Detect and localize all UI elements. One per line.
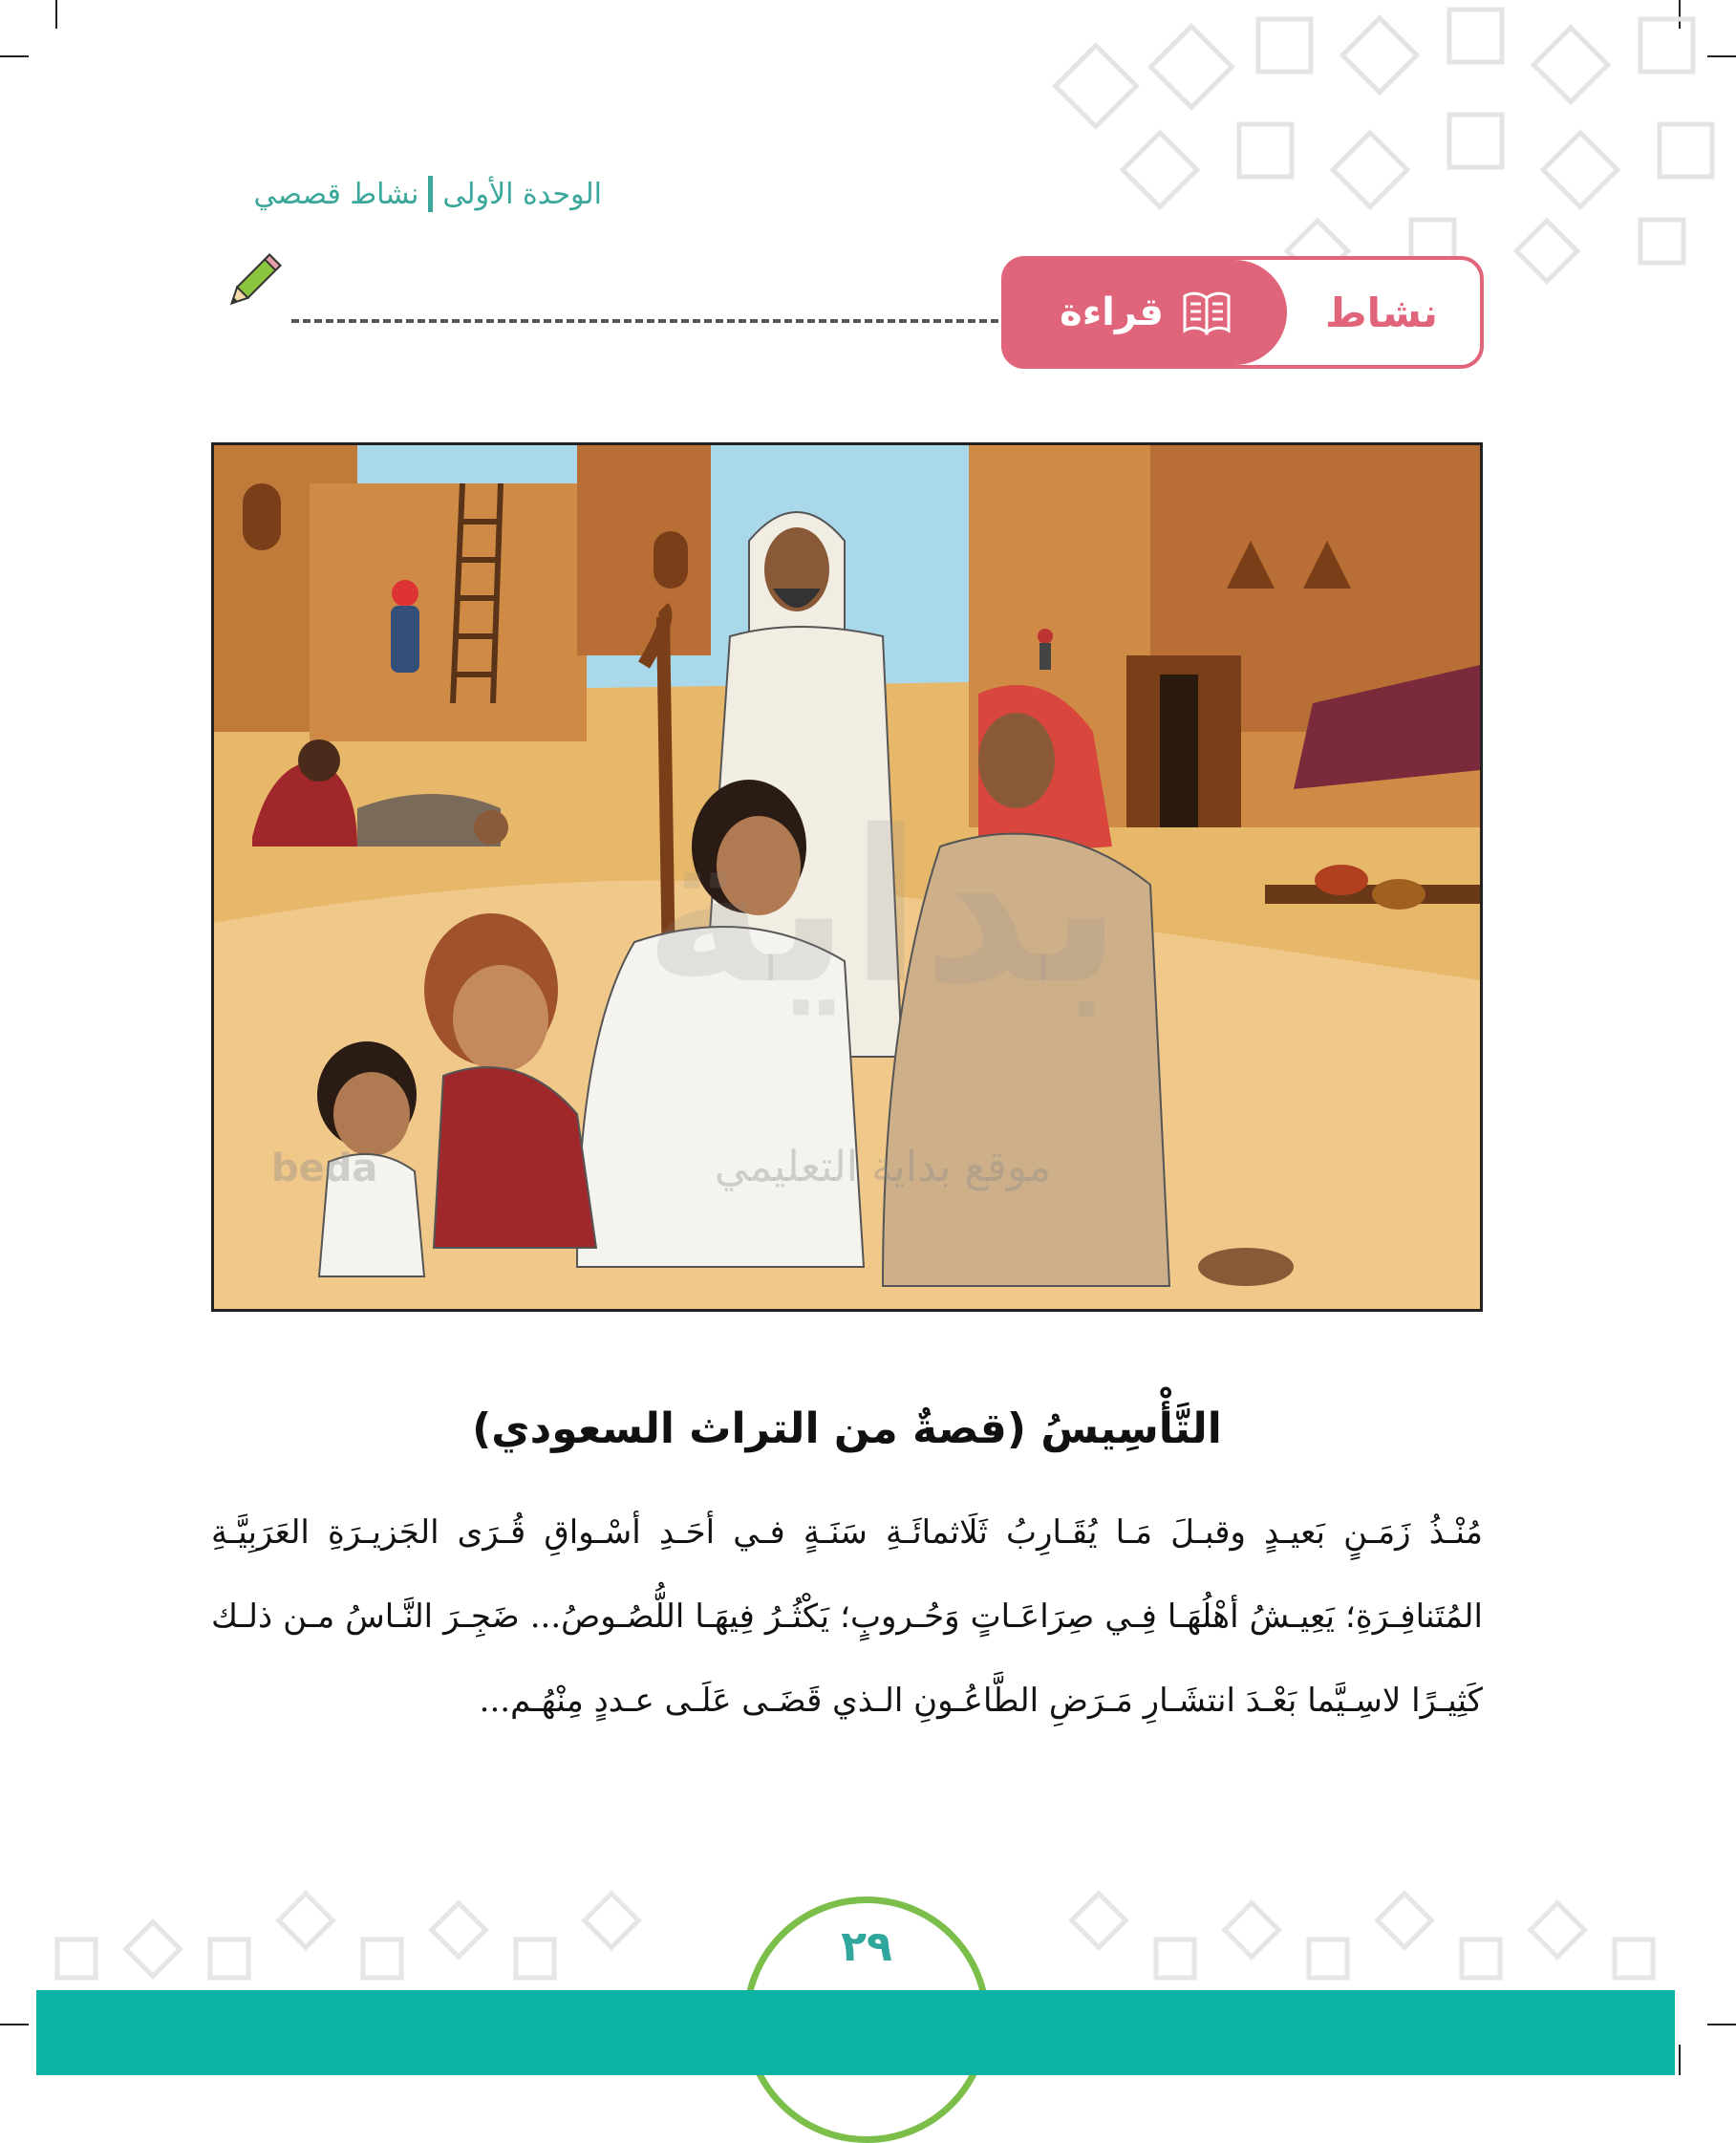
crop-mark xyxy=(0,2024,29,2025)
activity-type-pill xyxy=(1005,260,1287,365)
activity-label: نشاط xyxy=(1325,289,1438,336)
story-body xyxy=(211,1490,1483,1743)
crop-mark xyxy=(1707,2024,1736,2025)
story-title: التَّأْسِيسُ (قصةٌ من التراث السعودي) xyxy=(472,1404,1222,1453)
unit-label: الوحدة الأولى xyxy=(442,177,602,211)
open-book-icon xyxy=(1181,289,1232,336)
crop-mark xyxy=(0,55,29,57)
story-illustration xyxy=(211,442,1483,1312)
activity-badge xyxy=(1001,256,1484,369)
page-number: ٢٩ xyxy=(841,1922,892,1971)
page-header xyxy=(220,170,602,218)
activity-type: قراءة xyxy=(1060,290,1164,334)
story-paragraph: مُنْـذُ زَمَـنٍ بَعيـدٍ وقبـلَ مَـا يُقَـارِبُ ثَلَاثمائَـةِ سَنَـةٍ فـي أحَـدِ أسْـواقِ قُـرَى الجَزيـرَةِ العَرَبِيَّـةِ المُتَنافِـرَةِ؛ يَعِيـشُ أهْلُهَـا فِـي صِرَاعَـاتٍ وَحُـروبٍ؛ يَكْثُـرُ فِيهَـا اللُّصُـوصُ... ضَجِـرَ النَّـاسُ مـن ذلـك كَثِيـرًا لاسِـيَّما بَعْـدَ انتشَـارِ مَـرَضِ الطَّاعُـونِ الـذي قَضَـى عَلَـى عـددٍ مِنْهُـم... xyxy=(211,1513,1483,1720)
crop-mark xyxy=(55,0,57,29)
pencil-icon xyxy=(218,250,285,317)
crop-mark xyxy=(1679,2045,1681,2075)
dashed-divider xyxy=(291,319,998,323)
section-label: نشاط قصصي xyxy=(253,177,419,211)
header-separator xyxy=(428,176,433,212)
watermark-logo: بداية xyxy=(643,785,1123,1030)
footer-bar xyxy=(36,1990,1675,2075)
watermark-subtext: موقع بداية التعليمي xyxy=(714,1143,1052,1191)
watermark-url: beda xyxy=(271,1147,378,1190)
